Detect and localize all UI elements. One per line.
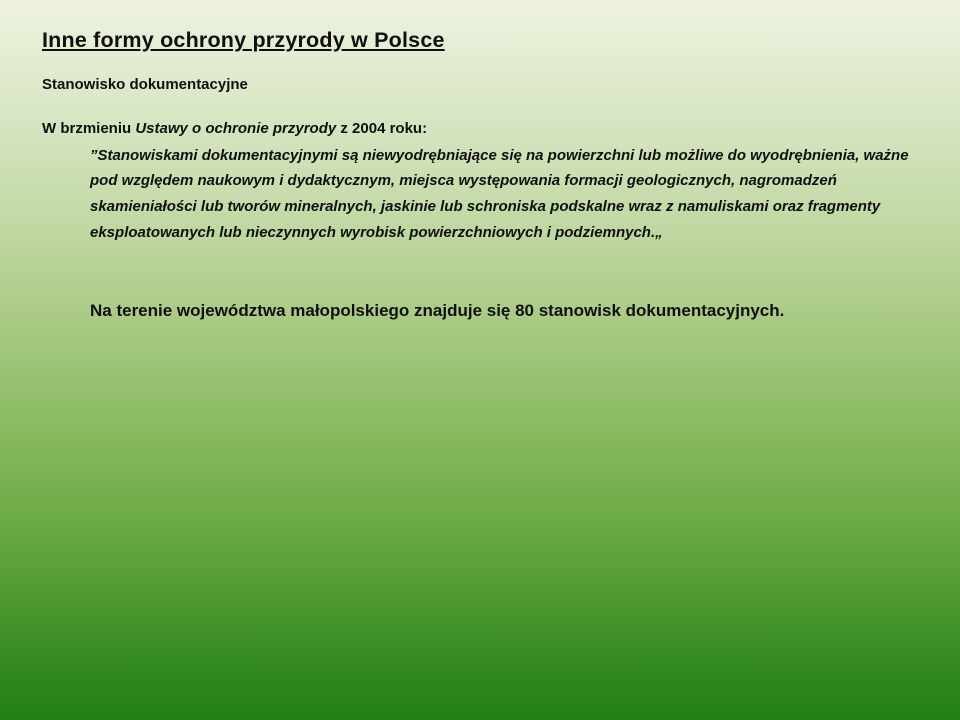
closing-statement: Na terenie województwa małopolskiego znajduje się 80 stanowisk dokumentacyjnych. xyxy=(90,300,785,320)
slide-content xyxy=(40,28,920,324)
legal-definition-quote: ”Stanowiskami dokumentacyjnymi są niewyodrębniające się na powierzchni lub możliwe do wyodrębnienia, ważne pod względem naukowym i dydaktycznym, miejsca występowania formacji geologicznych, nagromadzeń skamieniałości lub tworów mineralnych, jaskinie lub schroniska podskalne wraz z namuliskami oraz fragmenty eksploatowanych lub nieczynnych wyrobisk powierzchniowych i podziemnych.„ xyxy=(90,146,909,241)
source-reference xyxy=(42,120,920,139)
source-reference-suffix: z 2004 roku: xyxy=(336,119,428,137)
source-reference-prefix: W brzmieniu xyxy=(42,119,136,137)
page-title: Inne formy ochrony przyrody w Polsce xyxy=(42,28,445,52)
section-subtitle: Stanowisko dokumentacyjne xyxy=(42,75,248,93)
source-reference-law-title: Ustawy o ochronie przyrody xyxy=(135,119,337,137)
